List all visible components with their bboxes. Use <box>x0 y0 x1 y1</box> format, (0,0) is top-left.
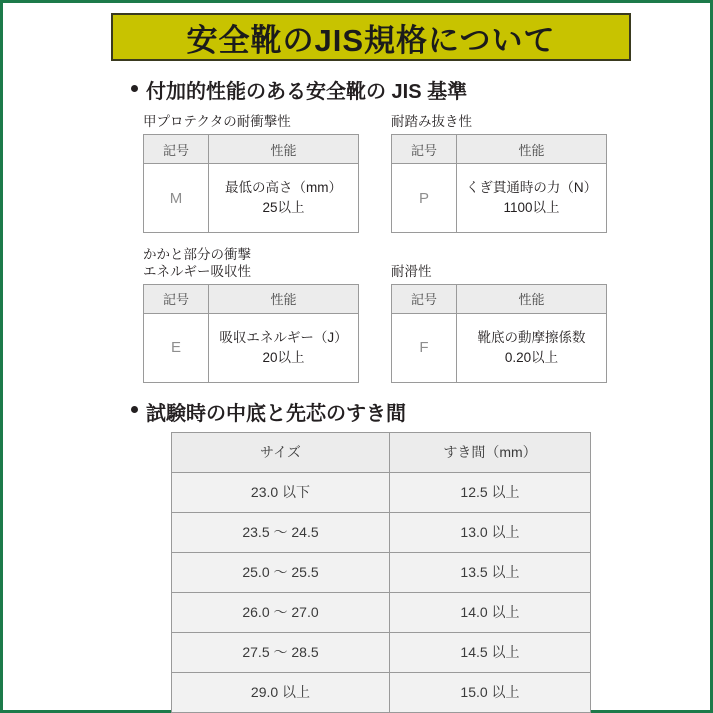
header-symbol: 記号 <box>144 284 209 313</box>
table-block-slip-resistance <box>391 243 621 383</box>
cell-size: 23.0 以下 <box>172 472 390 512</box>
table-row <box>172 512 591 552</box>
cell-line-1: くぎ貫通時の力（N） <box>465 179 598 195</box>
page-title-banner <box>111 13 631 61</box>
header-performance: 性能 <box>457 135 607 164</box>
header-performance: 性能 <box>209 284 359 313</box>
cell-symbol: P <box>392 164 457 233</box>
spacer <box>23 233 690 243</box>
small-tables-row-1 <box>23 110 690 233</box>
section2-heading-text: 試験時の中底と先芯のすき間 <box>146 402 406 425</box>
cell-gap: 14.5 以上 <box>390 632 591 672</box>
page-title: 安全靴のJIS規格について <box>186 22 556 58</box>
table-block-penetration-resistance <box>391 110 621 233</box>
caption-slip-resistance <box>391 247 621 281</box>
cell-line-1: 靴底の動摩擦係数 <box>477 329 586 345</box>
cell-line-2: 20以上 <box>262 349 305 365</box>
table-slip-resistance <box>391 284 607 383</box>
caption-line-1: かかと部分の衝撃 <box>143 247 251 262</box>
cell-symbol: E <box>144 313 209 382</box>
cell-size: 27.5 ～ 28.5 <box>172 632 390 672</box>
cell-performance <box>209 313 359 382</box>
table-size-gap <box>171 432 591 713</box>
cell-symbol: M <box>144 164 209 233</box>
caption-line-2: エネルギー吸収性 <box>143 263 251 279</box>
table-row <box>172 632 591 672</box>
cell-line-2: 25以上 <box>262 200 305 215</box>
table-header-row <box>144 135 359 164</box>
table-penetration-resistance <box>391 134 607 233</box>
table-header-row <box>392 284 607 313</box>
cell-gap: 12.5 以上 <box>390 472 591 512</box>
table-header-row <box>172 432 591 472</box>
cell-gap: 15.0 以上 <box>390 672 591 712</box>
table-impact-protector <box>143 134 359 233</box>
caption-penetration-resistance: 耐踏み抜き性 <box>391 114 472 129</box>
table-row <box>172 672 591 712</box>
table-block-heel-energy-absorption <box>143 243 373 383</box>
cell-size: 26.0 ～ 27.0 <box>172 592 390 632</box>
caption-line-1 <box>391 247 621 264</box>
cell-performance <box>457 164 607 233</box>
cell-size: 29.0 以上 <box>172 672 390 712</box>
caption-line-2: 耐滑性 <box>391 263 432 279</box>
table-heel-energy-absorption <box>143 284 359 383</box>
cell-line-1: 吸収エネルギー（J） <box>219 329 348 345</box>
bullet-icon <box>131 85 138 92</box>
cell-size: 23.5 ～ 24.5 <box>172 512 390 552</box>
section-heading-additional-performance <box>23 75 690 104</box>
header-gap: すき間（mm） <box>390 432 591 472</box>
caption-impact-protector: 甲プロテクタの耐衝撃性 <box>143 114 291 129</box>
caption-heel-energy-absorption <box>143 247 373 281</box>
cell-performance <box>209 164 359 233</box>
cell-size: 25.0 ～ 25.5 <box>172 552 390 592</box>
header-performance: 性能 <box>457 284 607 313</box>
cell-line-1: 最低の高さ（mm） <box>225 179 342 195</box>
table-row <box>172 472 591 512</box>
table-header-row <box>144 284 359 313</box>
header-performance: 性能 <box>209 135 359 164</box>
cell-performance <box>457 313 607 382</box>
cell-gap: 13.5 以上 <box>390 552 591 592</box>
table-row <box>392 164 607 233</box>
table-row <box>392 313 607 382</box>
gap-table-wrapper <box>23 432 690 713</box>
bullet-icon <box>131 406 138 413</box>
section-heading-gap-test <box>23 397 690 426</box>
section1-heading-text: 付加的性能のある安全靴の JIS 基準 <box>146 81 468 103</box>
cell-line-2: 1100以上 <box>503 200 560 215</box>
table-row <box>144 313 359 382</box>
table-row <box>172 552 591 592</box>
header-size: サイズ <box>172 432 390 472</box>
table-row <box>172 592 591 632</box>
small-tables-row-2 <box>23 243 690 383</box>
header-symbol: 記号 <box>144 135 209 164</box>
cell-line-2: 0.20以上 <box>504 349 559 365</box>
cell-symbol: F <box>392 313 457 382</box>
cell-gap: 14.0 以上 <box>390 592 591 632</box>
page-content <box>3 3 710 710</box>
cell-gap: 13.0 以上 <box>390 512 591 552</box>
table-block-impact-protector <box>143 110 373 233</box>
table-row <box>144 164 359 233</box>
header-symbol: 記号 <box>392 135 457 164</box>
header-symbol: 記号 <box>392 284 457 313</box>
table-header-row <box>392 135 607 164</box>
